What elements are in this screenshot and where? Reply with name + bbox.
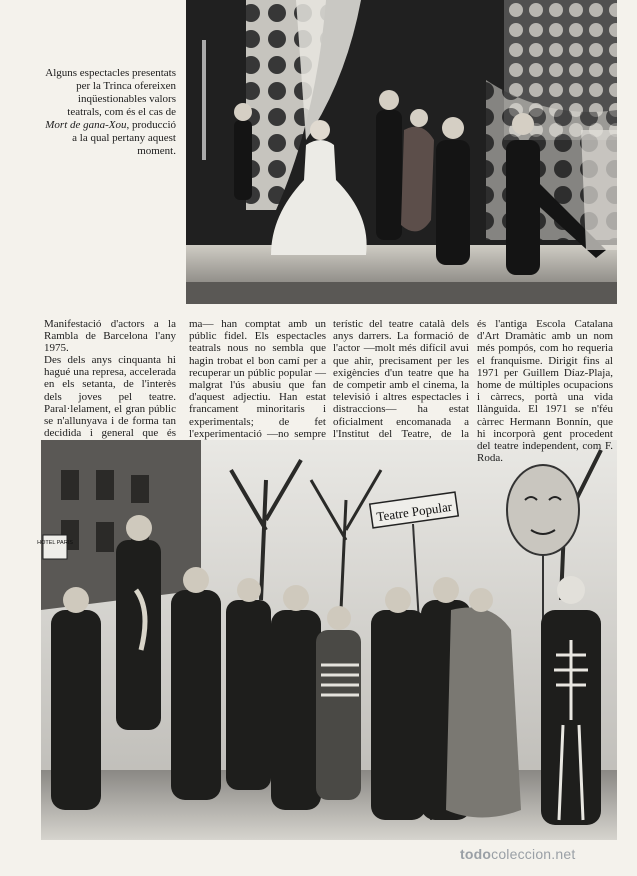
street-parade-photo [37, 440, 617, 840]
shop-sign-text: HOTEL PARIS [37, 540, 73, 546]
article-column-3: terístic del teatre català dels anys darrers. La formació de l'actor —molt més difícil avui que ahir, precisament per les exigències d'un teatre que ha de competir amb el cinema, la televisió i altres espectacles i distraccions— ha estat oficialment encomanada a l'Institut del Teatre, de la [333, 318, 469, 440]
article-column-2: ma— han comptat amb un públic fidel. Els espectacles teatrals nous no sembla que hagin trobat el bon camí per a recuperar un públic popular —malgrat l'ús abusiu que fan d'aquest adjectiu. Han estat francament minoritaris i experimentals; de fet l'experimentació —no sempre [189, 318, 326, 440]
watermark-brand: todo [460, 846, 492, 862]
caption-top-text-before: Alguns espectacles presentats per la Trinca ofereixen inqüestionables valors teatrals, com és el cas de [45, 67, 176, 118]
caption-top-show-title: Mort de gana-Xou [45, 119, 127, 131]
theatre-stage-photo [186, 0, 617, 304]
watermark [460, 846, 575, 862]
banner-text: Teatre Popular [375, 498, 453, 525]
article-column-4: és l'antiga Escola Catalana d'Art Dramàtic amb un nom més pompós, com ho requeria el franquisme. Dirigit fins al 1971 per Guillem Díaz-Plaja, home de múltiples ocupacions i càrrecs, portà una vida llànguida. El 1971 se n'féu càrrec Hermann Bonnín, que hi incorporà gent procedent del teatre independent, com F. Roda. [477, 318, 613, 465]
article-column-1: Des dels anys cinquanta hi hagué una represa, accelerada en els setanta, de l'interès dels joves pel teatre. Paral·lelament, el gran públic se n'allunyava i de forma tan decidida i general que és [44, 354, 176, 440]
caption-top-text-after: , producció a la qual pertany aquest moment. [72, 119, 176, 157]
caption-top [44, 67, 176, 158]
caption-mid: Manifestació d'actors a la Rambla de Barcelona l'any 1975. [44, 318, 176, 355]
watermark-rest: coleccion.net [491, 846, 576, 862]
